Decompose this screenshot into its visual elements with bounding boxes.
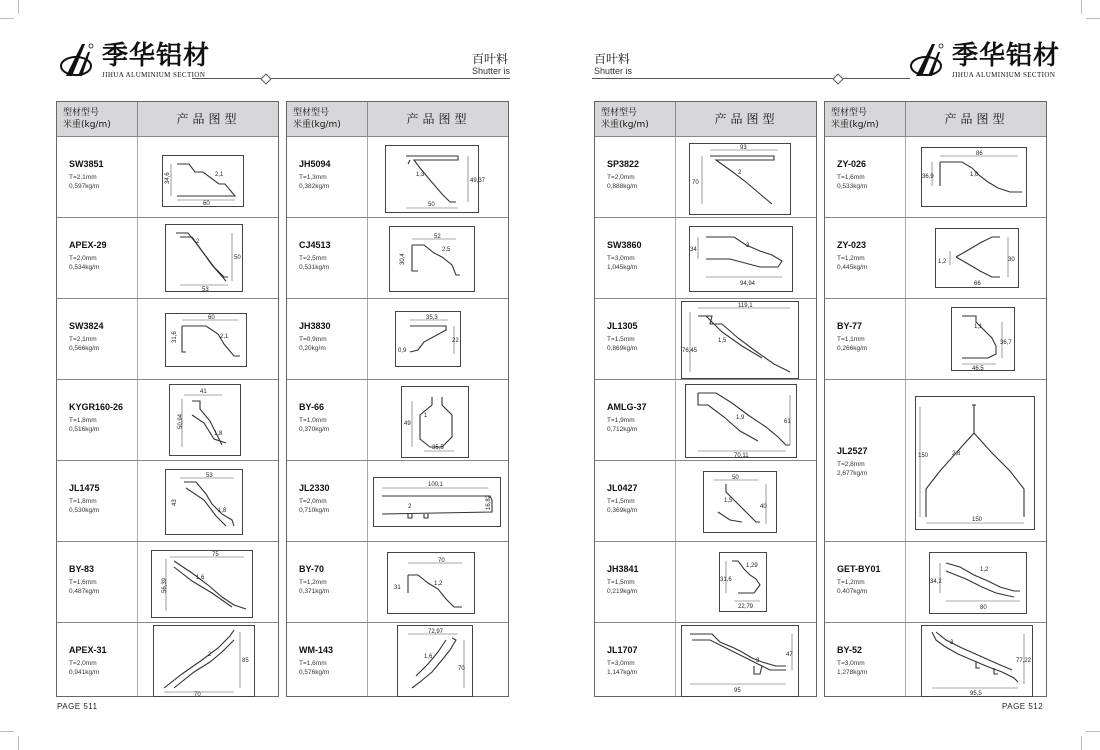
product-code: ZY-026	[837, 159, 867, 169]
dim-label: 1,3	[416, 172, 425, 178]
table-row	[825, 541, 1046, 623]
dim-label: 2,1	[220, 334, 229, 340]
product-thickness: T=2,0mm	[69, 660, 97, 667]
dim-label: 95	[734, 688, 741, 694]
dim-label: 50	[732, 475, 739, 481]
dim-label: 50	[234, 255, 241, 261]
product-thickness: T=1,5mm	[607, 336, 635, 343]
dim-label: 1,8	[214, 431, 223, 437]
dim-label: 95,5	[970, 691, 982, 697]
product-thickness: T=3,0mm	[607, 255, 635, 262]
table-row	[57, 379, 278, 461]
product-table	[594, 101, 817, 697]
section-title-en: Shutter is	[594, 66, 633, 76]
product-weight: 0,370kg/m	[299, 426, 330, 433]
product-code: SP3822	[607, 159, 640, 169]
dim-label: 3	[746, 243, 750, 249]
page-right	[550, 0, 1100, 750]
product-weight: 0,20kg/m	[299, 345, 326, 352]
dim-label: 2,5	[442, 247, 451, 253]
product-weight: 0,382kg/m	[299, 183, 330, 190]
table-row	[57, 622, 278, 697]
dim-label: 1,2	[980, 567, 989, 573]
dim-label: 61	[784, 419, 791, 425]
dim-label: 2,1	[215, 172, 224, 178]
product-weight: 0,219kg/m	[607, 588, 638, 595]
dim-label: 60	[208, 315, 215, 321]
brand-name-cn: 季华铝材	[952, 40, 1061, 71]
dim-label: 1,6	[424, 654, 433, 660]
dim-label: 53	[206, 473, 213, 479]
dim-label: 40	[760, 504, 767, 510]
product-thickness: T=3,0mm	[607, 660, 635, 667]
product-weight: 0,407kg/m	[837, 588, 868, 595]
dim-label: 94,94	[740, 281, 756, 287]
table-row	[287, 379, 508, 461]
dim-label: 35,3	[426, 315, 438, 321]
product-thickness: T=1,9mm	[607, 417, 635, 424]
section-title	[594, 52, 632, 77]
product-thickness: T=2,0mm	[69, 255, 97, 262]
product-thickness: T=1,3mm	[299, 174, 327, 181]
product-weight: 0,534kg/m	[69, 264, 100, 271]
product-thickness: T=3,0mm	[837, 660, 865, 667]
product-weight: 1,278kg/m	[837, 669, 868, 676]
product-weight: 0,566kg/m	[69, 345, 100, 352]
dim-label: 1,29	[746, 563, 758, 569]
dim-label: 2	[408, 504, 412, 510]
profile-drawing	[681, 301, 799, 379]
product-code: JL1475	[69, 483, 100, 493]
product-code: SW3824	[69, 321, 104, 331]
header-model: 型材型号 米重(kg/m)	[601, 108, 649, 130]
brand-name-en: JIHUA ALUMINIUM SECTION	[952, 70, 1056, 79]
header-rule	[192, 78, 510, 79]
product-weight: 0,266kg/m	[837, 345, 868, 352]
dim-label: 2	[196, 239, 200, 245]
product-weight: 0,888kg/m	[607, 183, 638, 190]
product-thickness: T=1,2mm	[837, 255, 865, 262]
table-row	[287, 622, 508, 697]
profile-drawing	[921, 147, 1027, 207]
product-weight: 1,147kg/m	[607, 669, 638, 676]
header-model: 型材型号 米重(kg/m)	[831, 108, 879, 130]
product-code: JL2527	[837, 446, 868, 456]
dim-label: 1,5	[718, 338, 727, 344]
product-thickness: T=2,1mm	[69, 336, 97, 343]
dim-label: 2	[738, 170, 742, 176]
profile-drawing	[385, 145, 486, 213]
dim-label: 22,79	[738, 604, 754, 610]
profile-drawing	[401, 386, 469, 458]
table-row	[595, 541, 816, 623]
product-weight: 0,712kg/m	[607, 426, 638, 433]
table-row	[287, 460, 508, 542]
product-code: JL1707	[607, 645, 638, 655]
dim-label: 100,1	[428, 482, 444, 488]
product-code: GET-BY01	[837, 564, 881, 574]
section-title-cn: 百叶料	[472, 52, 509, 66]
logo-emblem-icon	[58, 40, 98, 80]
product-weight: 0,531kg/m	[299, 264, 330, 271]
profile-drawing	[681, 625, 799, 697]
page-number: PAGE 511	[57, 702, 98, 711]
header-figure: 产品图型	[367, 102, 509, 136]
product-weight: 0,710kg/m	[299, 507, 330, 514]
dim-label: 70	[194, 692, 201, 698]
dim-label: 75	[212, 552, 219, 558]
dim-label: 85	[242, 658, 249, 664]
product-code: APEX-29	[69, 240, 107, 250]
product-thickness: T=1,5mm	[607, 498, 635, 505]
dim-label: 1,5	[724, 498, 733, 504]
dim-label: 49,37	[470, 178, 486, 184]
dim-label: 66	[974, 281, 981, 287]
table-row	[287, 298, 508, 380]
product-code: BY-52	[837, 645, 863, 655]
dim-label: 150	[972, 517, 983, 523]
product-thickness: T=1,6mm	[837, 174, 865, 181]
profile-drawing	[397, 625, 473, 697]
dim-label: 1,9	[736, 415, 745, 421]
logo-emblem-icon	[908, 40, 948, 80]
product-weight: 0,533kg/m	[837, 183, 868, 190]
dim-label: 2	[208, 652, 212, 658]
section-title-cn: 百叶料	[594, 52, 631, 66]
brand-logo	[908, 38, 1060, 82]
product-thickness: T=1,6mm	[299, 660, 327, 667]
profile-drawing	[689, 143, 791, 215]
dim-label: 77,22	[1016, 658, 1032, 664]
table-header	[287, 102, 508, 137]
brand-logo	[58, 38, 210, 82]
product-code: JH5094	[299, 159, 331, 169]
dim-label: 50,94	[178, 413, 184, 429]
header-figure: 产品图型	[137, 102, 279, 136]
dim-label: 41	[200, 389, 207, 395]
header-figure: 产品图型	[905, 102, 1047, 136]
product-code: AMLG-37	[607, 402, 647, 412]
header-rule	[592, 78, 910, 79]
product-table	[286, 101, 509, 697]
dim-label: 3	[756, 658, 760, 664]
brand-name-en: JIHUA ALUMINIUM SECTION	[102, 70, 206, 79]
product-code: SW3851	[69, 159, 104, 169]
product-weight: 0,597kg/m	[69, 183, 100, 190]
dim-label: 49	[404, 421, 411, 427]
rule-diamond-icon	[260, 73, 271, 84]
dim-label: 35,5	[432, 445, 444, 451]
profile-drawing	[151, 550, 253, 618]
table-row	[825, 298, 1046, 380]
product-thickness: T=1,1mm	[837, 336, 865, 343]
product-weight: 0,576kg/m	[299, 669, 330, 676]
dim-label: 34,6	[165, 172, 171, 184]
product-weight: 0,371kg/m	[299, 588, 330, 595]
profile-drawing	[389, 226, 475, 292]
profile-drawing	[951, 307, 1015, 371]
table-row	[57, 136, 278, 218]
table-row	[287, 541, 508, 623]
table-header	[595, 102, 816, 137]
dim-label: 2,8	[952, 451, 961, 457]
profile-drawing	[169, 384, 241, 456]
product-weight: 0,516kg/m	[69, 426, 100, 433]
profile-drawing	[395, 311, 461, 367]
rule-diamond-icon	[832, 73, 843, 84]
table-row	[825, 379, 1046, 542]
table-row	[595, 136, 816, 218]
profile-drawing	[165, 469, 243, 535]
profile-drawing	[165, 313, 247, 367]
table-row	[57, 460, 278, 542]
dim-label: 1,8	[218, 508, 227, 514]
dim-label: 93	[740, 145, 747, 151]
dim-label: 70	[692, 180, 699, 186]
product-thickness: T=2,5mm	[299, 255, 327, 262]
dim-label: 43	[172, 499, 178, 506]
product-thickness: T=2,0mm	[607, 174, 635, 181]
dim-label: 36,7	[1000, 340, 1012, 346]
product-code: JL1305	[607, 321, 638, 331]
profile-drawing	[921, 625, 1033, 697]
product-code: BY-83	[69, 564, 95, 574]
dim-label: 1,1	[974, 324, 983, 330]
dim-label: 86	[976, 151, 983, 157]
product-weight: 0,487kg/m	[69, 588, 100, 595]
product-thickness: T=0,9mm	[299, 336, 327, 343]
table-row	[825, 217, 1046, 299]
table-row	[595, 379, 816, 461]
table-row	[825, 622, 1046, 697]
dim-label: 52	[434, 234, 441, 240]
dim-label: 1,6	[970, 172, 979, 178]
profile-drawing	[685, 384, 797, 458]
dim-label: 70,11	[734, 453, 749, 459]
product-weight: 0,369kg/m	[607, 507, 638, 514]
product-code: JH3841	[607, 564, 639, 574]
dim-label: 119,1	[738, 303, 753, 309]
profile-drawing	[373, 477, 501, 527]
dim-label: 30	[1008, 257, 1015, 263]
product-weight: 2,677kg/m	[837, 470, 868, 477]
section-title-en: Shutter is	[472, 66, 511, 76]
profile-drawing	[165, 224, 243, 292]
dim-label: 16,82	[486, 494, 492, 510]
product-thickness: T=2,0mm	[299, 498, 327, 505]
table-header	[57, 102, 278, 137]
table-row	[57, 298, 278, 380]
profile-drawing	[915, 396, 1035, 530]
dim-label: 53	[202, 287, 209, 293]
product-code: SW3860	[607, 240, 642, 250]
dim-label: 46,5	[972, 366, 984, 372]
product-weight: 0,530kg/m	[69, 507, 100, 514]
profile-drawing	[935, 228, 1019, 288]
table-row	[287, 217, 508, 299]
table-row	[595, 460, 816, 542]
header-model: 型材型号 米重(kg/m)	[293, 108, 341, 130]
dim-label: 34,2	[930, 579, 942, 585]
product-code: CJ4513	[299, 240, 331, 250]
dim-label: 50	[428, 202, 435, 208]
dim-label: 31,6	[172, 331, 178, 343]
table-row	[287, 136, 508, 218]
product-code: JH3830	[299, 321, 331, 331]
product-thickness: T=1,2mm	[299, 579, 327, 586]
header-figure: 产品图型	[675, 102, 817, 136]
profile-drawing	[387, 552, 475, 614]
dim-label: 1,6	[196, 575, 205, 581]
product-code: APEX-31	[69, 645, 107, 655]
brand-name-cn: 季华铝材	[102, 40, 211, 71]
dim-label: 70	[458, 666, 465, 672]
dim-label: 22	[452, 338, 459, 344]
product-code: BY-66	[299, 402, 325, 412]
dim-label: 31	[394, 585, 401, 591]
dim-label: 70	[438, 558, 445, 564]
table-header	[825, 102, 1046, 137]
product-code: JL0427	[607, 483, 638, 493]
dim-label: 36,9	[922, 174, 934, 180]
product-weight: 0,445kg/m	[837, 264, 868, 271]
product-table	[824, 101, 1047, 697]
profile-drawing	[162, 155, 244, 207]
product-code: BY-70	[299, 564, 325, 574]
dim-label: 80	[980, 605, 987, 611]
dim-label: 47	[786, 652, 793, 658]
profile-drawing	[689, 226, 793, 292]
table-row	[57, 217, 278, 299]
table-row	[595, 298, 816, 380]
dim-label: 72,97	[428, 629, 444, 635]
table-row	[595, 622, 816, 697]
table-row	[595, 217, 816, 299]
dim-label: 34	[690, 247, 697, 253]
product-weight: 1,045kg/m	[607, 264, 638, 271]
product-thickness: T=1,2mm	[837, 579, 865, 586]
dim-label: 1	[424, 413, 428, 419]
header-model: 型材型号 米重(kg/m)	[63, 108, 111, 130]
page-number: PAGE 512	[1002, 702, 1044, 711]
product-code: WM-143	[299, 645, 334, 655]
product-weight: 0,869kg/m	[607, 345, 638, 352]
product-table	[56, 101, 279, 697]
product-thickness: T=1,8mm	[69, 498, 97, 505]
dim-label: 30,4	[400, 253, 406, 265]
product-code: JL2330	[299, 483, 330, 493]
dim-label: 3	[950, 640, 954, 646]
product-thickness: T=2,8mm	[837, 461, 865, 468]
dim-label: 1,2	[434, 581, 443, 587]
profile-drawing	[153, 625, 255, 697]
product-code: KYGR160-26	[69, 402, 124, 412]
product-thickness: T=1,6mm	[69, 579, 97, 586]
dim-label: 150	[918, 453, 929, 459]
profile-drawing	[929, 552, 1027, 614]
profile-drawing	[719, 552, 767, 612]
product-code: BY-77	[837, 321, 863, 331]
profile-drawing	[703, 471, 777, 533]
product-thickness: T=1,8mm	[69, 417, 97, 424]
product-thickness: T=1,5mm	[607, 579, 635, 586]
dim-label: 0,9	[398, 348, 407, 354]
table-row	[825, 136, 1046, 218]
product-thickness: T=1,0mm	[299, 417, 327, 424]
table-row	[57, 541, 278, 623]
dim-label: 56,39	[162, 577, 168, 593]
dim-label: 60	[203, 201, 210, 207]
dim-label: 1,2	[938, 259, 947, 265]
dim-label: 31,6	[720, 577, 732, 583]
product-code: ZY-023	[837, 240, 867, 250]
dim-label: 76,45	[682, 348, 698, 354]
product-thickness: T=2,1mm	[69, 174, 97, 181]
product-weight: 0,941kg/m	[69, 669, 100, 676]
section-title	[472, 52, 510, 77]
